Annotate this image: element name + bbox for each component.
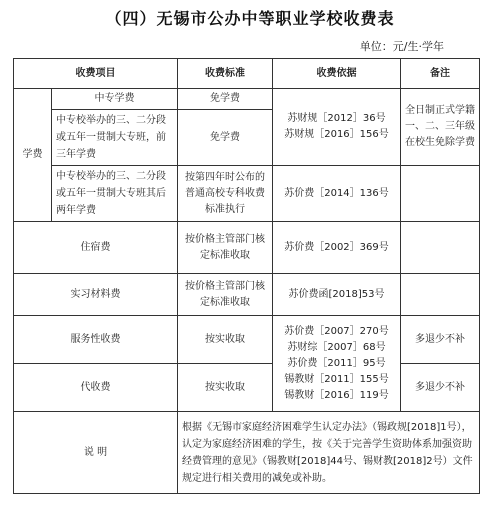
service-fee-item: 服务性收费: [14, 316, 178, 364]
tuition-item-3: 中专校举办的三、二分段或五年一贯制大专班其后两年学费: [52, 166, 178, 222]
agency-fee-item: 代收费: [14, 364, 178, 412]
basis-line: 锡教财［2011］155号: [284, 373, 389, 385]
accommodation-basis: 苏价费［2002］369号: [273, 222, 401, 274]
basis-line: 苏价费［2007］270号: [284, 325, 389, 337]
tuition-item-1: 中专学费: [52, 89, 178, 110]
accommodation-remark: [401, 222, 480, 274]
basis-line: 苏价费［2011］95号: [287, 357, 386, 369]
internship-item: 实习材料费: [14, 274, 178, 316]
table-row: [14, 89, 480, 110]
table-row: [14, 166, 480, 222]
basis-line: 锡教财［2016］119号: [284, 389, 389, 401]
internship-remark: [401, 274, 480, 316]
fee-table: [13, 58, 480, 494]
table-header-row: [14, 59, 480, 89]
service-fee-standard: 按实收取: [178, 316, 273, 364]
header-basis: 收费依据: [273, 59, 401, 89]
accommodation-standard: 按价格主管部门核定标准收取: [178, 222, 273, 274]
tuition-standard-3: 按第四年时公布的普通高校专科收费标准执行: [178, 166, 273, 222]
agency-fee-standard: 按实收取: [178, 364, 273, 412]
header-item: 收费项目: [14, 59, 178, 89]
accommodation-item: 住宿费: [14, 222, 178, 274]
tuition-remark-3: [401, 166, 480, 222]
internship-standard: 按价格主管部门核定标准收取: [178, 274, 273, 316]
table-row: [14, 316, 480, 364]
table-row: [14, 222, 480, 274]
note-label: 说 明: [14, 412, 178, 494]
agency-fee-remark: 多退少不补: [401, 364, 480, 412]
table-row: [14, 364, 480, 412]
service-fee-remark: 多退少不补: [401, 316, 480, 364]
tuition-basis-3: 苏价费［2014］136号: [273, 166, 401, 222]
table-row: [14, 274, 480, 316]
tuition-standard-1: 免学费: [178, 89, 273, 110]
unit-label: 单位：元/生·学年: [359, 40, 444, 53]
service-basis: [273, 316, 401, 412]
basis-line: 苏财综［2007］68号: [287, 341, 386, 353]
tuition-remark: 全日制正式学籍一、二、三年级在校生免除学费: [401, 89, 480, 166]
tuition-standard-2: 免学费: [178, 110, 273, 166]
tuition-group-label: 学费: [14, 89, 52, 222]
tuition-basis-shared: [273, 89, 401, 166]
basis-line: 苏财规［2016］156号: [284, 129, 389, 140]
table-row: [14, 412, 480, 494]
tuition-item-2: 中专校举办的三、二分段或五年一贯制大专班，前三年学费: [52, 110, 178, 166]
page-title: （四）无锡市公办中等职业学校收费表: [105, 9, 395, 28]
note-text: 根据《无锡市家庭经济困难学生认定办法》（锡政规[2018]1号），认定为家庭经济困难的学生，按《关于完善学生资助体系加强资助经费管理的意见》（锡教财[2018]44号、锡财教[2018]2号）文件规定进行相关费用的减免或补助。: [178, 412, 480, 494]
internship-basis: 苏价费函[2018]53号: [273, 274, 401, 316]
header-standard: 收费标准: [178, 59, 273, 89]
header-remark: 备注: [401, 59, 480, 89]
basis-line: 苏财规［2012］36号: [287, 113, 386, 124]
